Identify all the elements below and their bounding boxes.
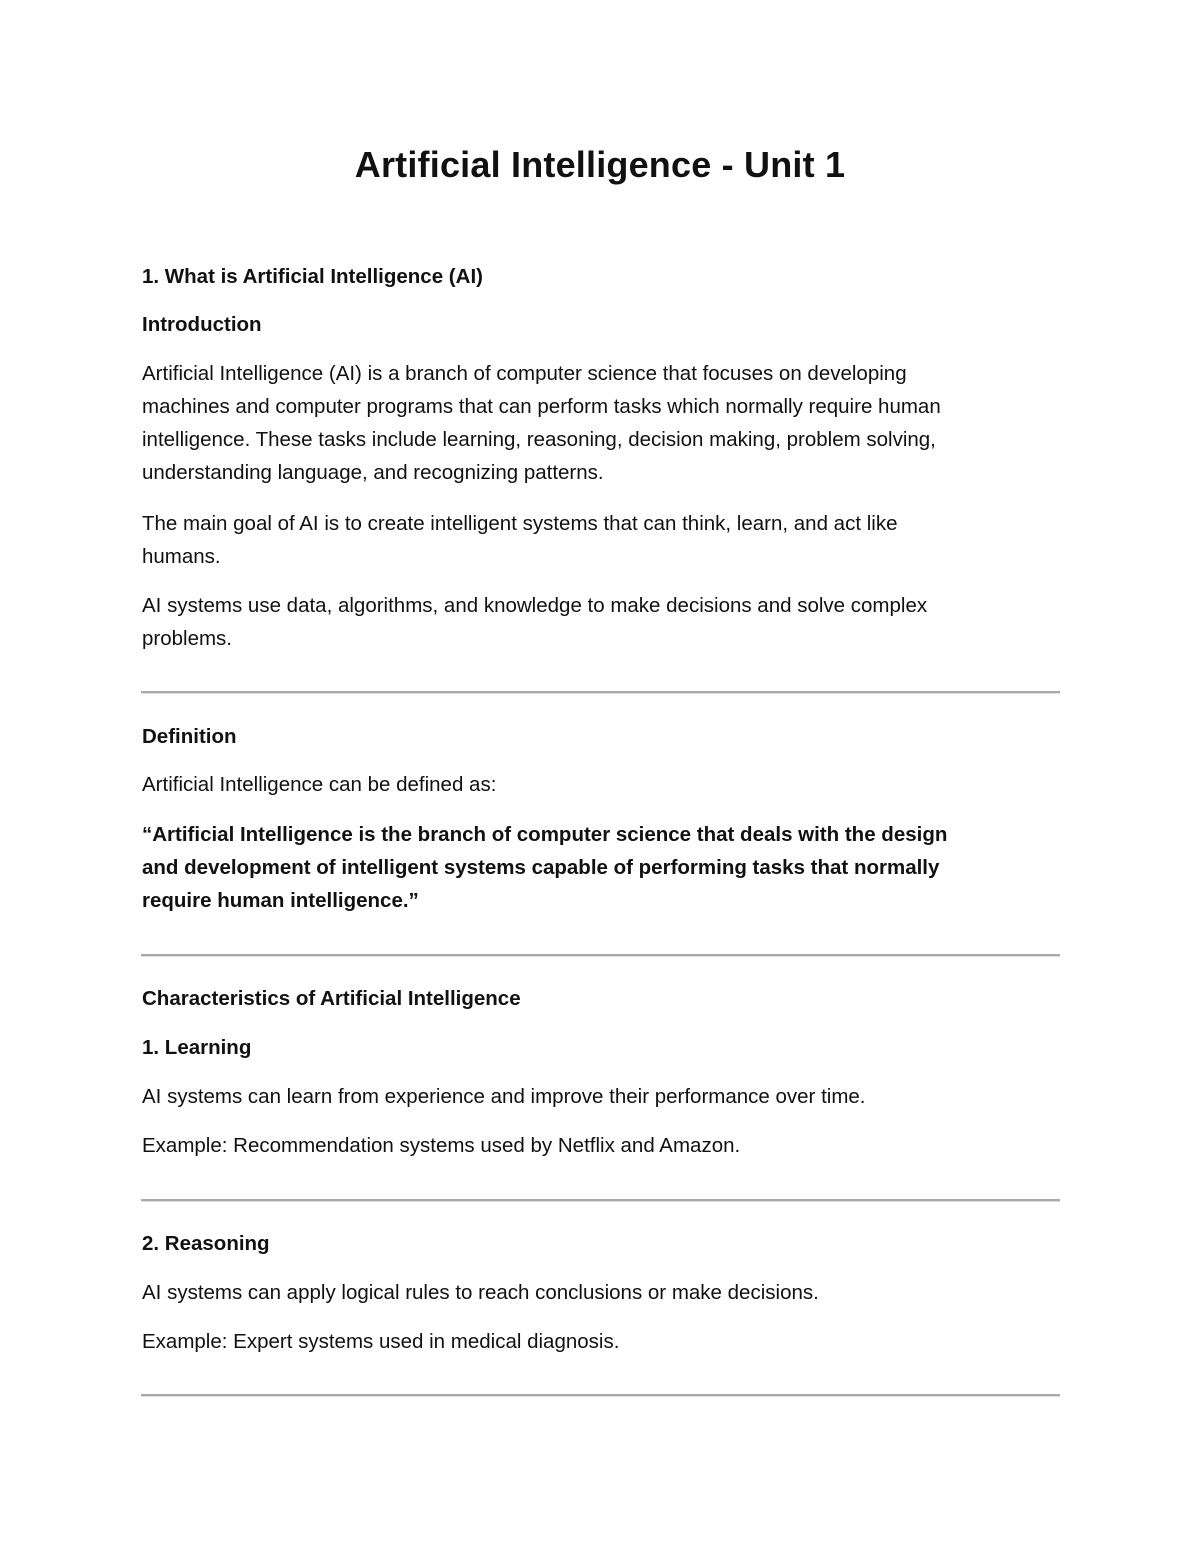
introduction-paragraph-1-line-1: Artificial Intelligence (AI) is a branch of computer science that focuses on developing — [142, 362, 907, 385]
characteristic-learning-example: Example: Recommendation systems used by Netflix and Amazon. — [142, 1134, 741, 1157]
introduction-paragraph-3-line-2: problems. — [142, 627, 233, 650]
introduction-paragraph-2-line-1: The main goal of AI is to create intelligent systems that can think, learn, and act like — [142, 512, 898, 535]
definition-quote-line-1: “Artificial Intelligence is the branch of computer science that deals with the design — [142, 823, 948, 846]
section-divider — [141, 1199, 1060, 1202]
characteristic-reasoning-example: Example: Expert systems used in medical diagnosis. — [142, 1330, 620, 1353]
section-divider — [141, 1394, 1060, 1397]
section-divider — [141, 954, 1060, 957]
introduction-paragraph-1-line-2: machines and computer programs that can perform tasks which normally require human — [142, 395, 941, 418]
definition-quote-line-2: and development of intelligent systems capable of performing tasks that normally — [142, 856, 940, 879]
document-title: Artificial Intelligence - Unit 1 — [354, 144, 846, 185]
introduction-paragraph-1-line-4: understanding language, and recognizing patterns. — [142, 461, 604, 484]
characteristic-learning-text: AI systems can learn from experience and improve their performance over time. — [142, 1085, 866, 1108]
characteristic-learning-heading: 1. Learning — [142, 1036, 252, 1059]
introduction-heading: Introduction — [142, 313, 262, 336]
introduction-paragraph-2-line-2: humans. — [142, 545, 221, 568]
introduction-paragraph-1-line-3: intelligence. These tasks include learning, reasoning, decision making, problem solving, — [142, 428, 936, 451]
definition-heading: Definition — [142, 725, 237, 748]
characteristic-reasoning-text: AI systems can apply logical rules to reach conclusions or make decisions. — [142, 1281, 819, 1304]
section-heading: 1. What is Artificial Intelligence (AI) — [142, 265, 483, 288]
characteristic-reasoning-heading: 2. Reasoning — [142, 1232, 270, 1255]
introduction-paragraph-3-line-1: AI systems use data, algorithms, and knowledge to make decisions and solve complex — [142, 594, 928, 617]
definition-lead: Artificial Intelligence can be defined as: — [142, 773, 497, 796]
section-divider — [141, 691, 1060, 694]
definition-quote-line-3: require human intelligence.” — [142, 889, 419, 912]
characteristics-heading: Characteristics of Artificial Intelligence — [142, 987, 521, 1010]
